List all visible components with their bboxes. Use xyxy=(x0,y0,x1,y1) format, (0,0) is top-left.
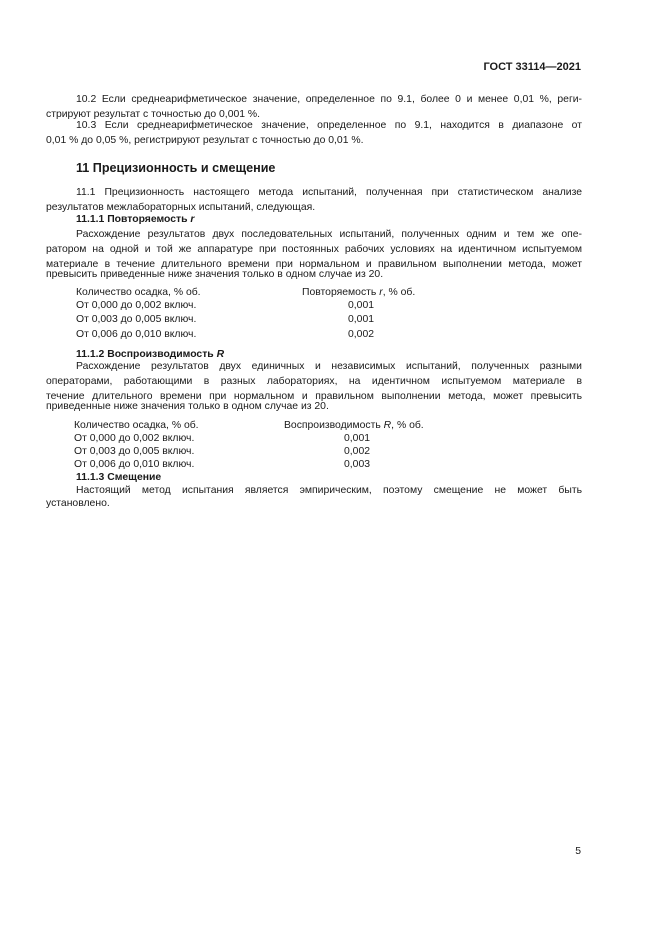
bias-text-line1: Настоящий метод испытания является эмпирическим, поэтому смещение не может быть xyxy=(76,485,582,496)
reproducibility-text-line1: Расхождение результатов двух единичных и независимых испытаний, полученных разными xyxy=(76,361,582,372)
paragraph-11-1-line1: 11.1 Прецизионность настоящего метода испытаний, полученная при статистическом анализе xyxy=(76,187,582,198)
section-11-title: 11 Прецизионность и смещение xyxy=(76,161,276,175)
reproducibility-col1-header: Количество осадка, % об. xyxy=(74,420,199,431)
repeatability-row-value: 0,001 xyxy=(348,314,375,325)
repeatability-text-line3: материале в течение длительного времени при нормальном и правильном выполнении метода, может xyxy=(46,259,582,270)
reproducibility-col2-header: Воспроизводимость R, % об. xyxy=(284,420,424,431)
document-code: ГОСТ 33114—2021 xyxy=(483,61,581,73)
reproducibility-row-value: 0,001 xyxy=(344,433,371,444)
paragraph-11-1-line2: результатов межлабораторных испытаний, следующая. xyxy=(46,202,316,213)
reproducibility-row-range: От 0,000 до 0,002 включ. xyxy=(74,433,195,444)
page-number: 5 xyxy=(575,846,581,857)
repeatability-row-range: От 0,006 до 0,010 включ. xyxy=(76,329,197,340)
repeatability-row-value: 0,002 xyxy=(348,329,375,340)
bias-text-line2: установлено. xyxy=(46,498,110,509)
repeatability-text-line4: превысить приведенные ниже значения только в одном случае из 20. xyxy=(46,269,384,280)
paragraph-10-3-line1: 10.3 Если среднеарифметическое значение, определенное по 9.1, находится в диапазоне от xyxy=(76,120,582,131)
repeatability-col1-header: Количество осадка, % об. xyxy=(76,287,201,298)
repeatability-heading: 11.1.1 Повторяемость r xyxy=(76,214,195,225)
paragraph-10-3-line2: 0,01 % до 0,05 %, регистрируют результат с точностью до 0,01 %. xyxy=(46,135,364,146)
repeatability-row-value: 0,001 xyxy=(348,300,375,311)
paragraph-10-2-line2: стрируют результат с точностью до 0,001 %. xyxy=(46,109,261,120)
bias-heading: 11.1.3 Смещение xyxy=(76,472,162,483)
reproducibility-heading: 11.1.2 Воспроизводимость R xyxy=(76,349,225,360)
reproducibility-row-value: 0,003 xyxy=(344,459,371,470)
reproducibility-text-line4: приведенные ниже значения только в одном случае из 20. xyxy=(46,401,329,412)
repeatability-text-line2: ратором на одной и той же аппаратуре при постоянных рабочих условиях на идентичном испытуемом xyxy=(46,244,582,255)
repeatability-row-range: От 0,000 до 0,002 включ. xyxy=(76,300,197,311)
reproducibility-row-value: 0,002 xyxy=(344,446,371,457)
reproducibility-row-range: От 0,003 до 0,005 включ. xyxy=(74,446,195,457)
repeatability-text-line1: Расхождение результатов двух последовательных испытаний, полученных одним и тем же опе- xyxy=(76,229,582,240)
reproducibility-text-line3: течение длительного времени при нормальном и правильном выполнении метода, может превысить xyxy=(46,391,582,402)
repeatability-col2-header: Повторяемость r, % об. xyxy=(302,287,416,298)
reproducibility-row-range: От 0,006 до 0,010 включ. xyxy=(74,459,195,470)
paragraph-10-2-line1: 10.2 Если среднеарифметическое значение, определенное по 9.1, более 0 и менее 0,01 %, реги- xyxy=(76,94,582,105)
reproducibility-text-line2: операторами, работающими в разных лабораториях, на идентичном испытуемом материале в xyxy=(46,376,582,387)
repeatability-row-range: От 0,003 до 0,005 включ. xyxy=(76,314,197,325)
